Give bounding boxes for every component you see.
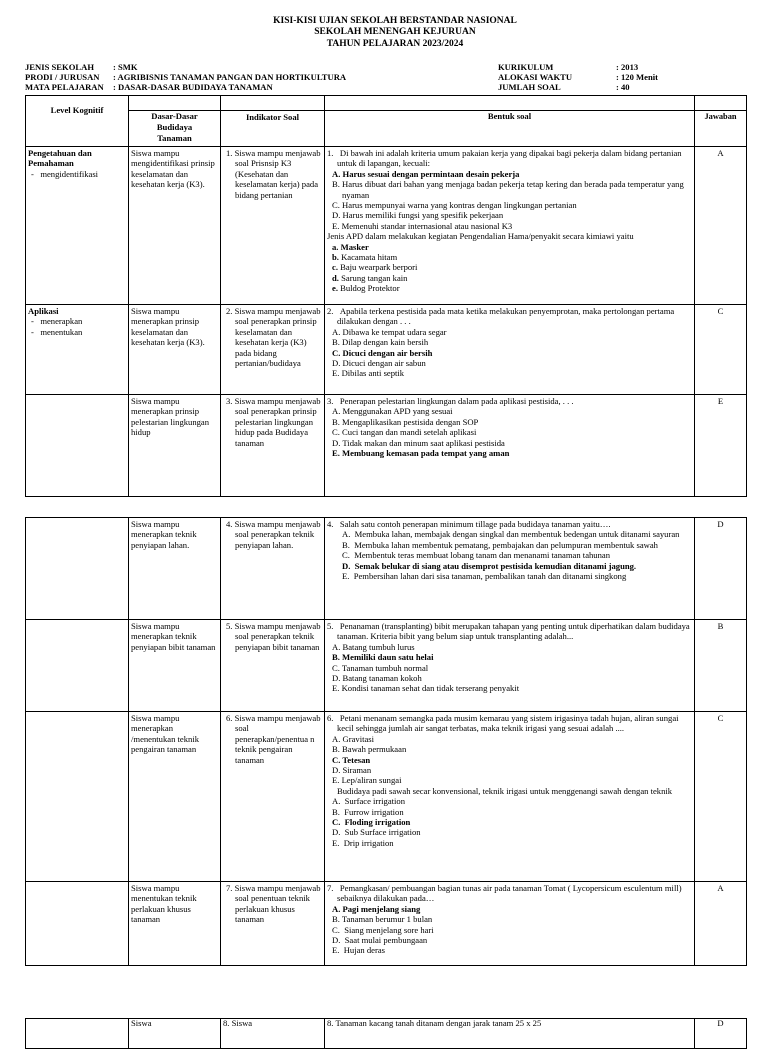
option: B. Membuka lahan membentuk pematang, pembajakan dan pelumpuran membentuk sawah — [342, 539, 658, 550]
option: B. Furrow irrigation — [332, 806, 404, 817]
option: A. Pagi menjelang siang — [332, 903, 421, 914]
option: E. Lep/aliran sungai — [332, 775, 402, 786]
option: E. Dibilas anti septik — [332, 368, 405, 379]
question-cell — [325, 305, 695, 395]
question-cell — [325, 147, 695, 305]
indikator-cell: 1. Siswa mampu menjawab soal Prisnsip K3 (Kesehatan dan keselamatan kerja) pada bidang pertanian — [221, 147, 325, 305]
info-value-prodi: : AGRIBISNIS TANAMAN PANGAN DAN HORTIKULTURA — [113, 72, 347, 82]
table-row — [26, 518, 747, 620]
option: C. Cuci tangan dan mandi setelah aplikasi — [332, 427, 477, 438]
option: C. Membentuk teras membuat lobang tanam dan menanami tanaman tahunan — [342, 550, 611, 561]
indikator-cell: 8. Siswa — [221, 1019, 325, 1049]
option: D. Semak belukar di siang atau disemprot pestisida kemudian ditanami jagung. — [342, 560, 637, 571]
option: B. Bawah permukaan — [332, 744, 407, 755]
dasar-cell: Siswa mampu menerapkan prinsip keselamatan dan kesehatan kerja (K3). — [129, 305, 221, 395]
option: d. Sarung tangan kain — [332, 272, 408, 283]
kisi-table-1 — [25, 95, 747, 497]
info-label-jenis-sekolah: JENIS SEKOLAH — [25, 62, 95, 72]
indikator-cell: 7. Siswa mampu menjawab soal penentuan teknik perlakuan khusus tanaman — [221, 882, 325, 966]
level-cell — [26, 518, 129, 620]
level-item: - mengidentifikasi — [31, 168, 99, 179]
option: A. Gravitasi — [332, 733, 375, 744]
option: D. Saat mulai pembungaan — [332, 935, 428, 946]
answer-cell: C — [695, 305, 747, 395]
indikator-cell: 4. Siswa mampu menjawab soal penerapkan teknik penyiapan lahan. — [221, 518, 325, 620]
question-cell — [325, 620, 695, 712]
dasar-cell: Siswa mampu menerapkan prinsip pelestarian lingkungan hidup — [129, 395, 221, 497]
option: A. Surface irrigation — [332, 796, 406, 807]
option: D. Dicuci dengan air sabun — [332, 358, 426, 369]
question-text: 2. Apabila terkena pestisida pada mata ketika melakukan penyemprotan, maka pertolongan pertama dilakukan dengan . . . — [327, 306, 675, 327]
level-cell — [26, 712, 129, 882]
option: B. Dilap dengan kain bersih — [332, 337, 429, 348]
dasar-cell: Siswa mampu menerapkan teknik penyiapan lahan. — [129, 518, 221, 620]
option: B. Mengaplikasikan pestisida dengan SOP — [332, 416, 479, 427]
option: E. Memenuhi standar internasional atau nasional K3 — [332, 220, 513, 231]
level-title: Aplikasi — [28, 306, 59, 316]
option: A. Menggunakan APD yang sesuai — [332, 406, 453, 417]
table-row — [26, 1019, 747, 1049]
info-value-alokasi-waktu: : 120 Menit — [616, 72, 659, 82]
option: c. Baju wearpark berpori — [332, 262, 418, 273]
question-cell: 8. Tanaman kacang tanah ditanam dengan jarak tanam 25 x 25 — [325, 1019, 695, 1049]
answer-cell: C — [695, 712, 747, 882]
info-label-prodi: PRODI / JURUSAN — [25, 72, 100, 82]
option: C. Floding irrigation — [332, 817, 411, 828]
question-text: 1. Di bawah ini adalah kriteria umum pakaian kerja yang dipakai bagi pekerja dalam bidang pertanian untuk di lapangan, kecuali: — [327, 148, 682, 169]
option: B. Memiliki daun satu helai — [332, 652, 434, 663]
dasar-cell: Siswa mampu menerapkan teknik penyiapan bibit tanaman — [129, 620, 221, 712]
question-text: 3. Penerapan pelestarian lingkungan dalam pada aplikasi pestisida, . . . — [327, 396, 574, 406]
option: B. Tanaman berumur 1 bulan — [332, 914, 433, 925]
info-label-jumlah-soal: JUMLAH SOAL — [498, 82, 561, 92]
table-row — [26, 712, 747, 882]
option: C. Dicuci dengan air bersih — [332, 347, 433, 358]
option: b. Kacamata hitam — [332, 252, 398, 263]
dasar-cell: Siswa — [129, 1019, 221, 1049]
level-item: - menentukan — [31, 326, 83, 337]
option: A. Batang tumbuh lurus — [332, 641, 415, 652]
document-title: KISI-KISI UJIAN SEKOLAH BERSTANDAR NASIONAL — [273, 16, 517, 26]
header-indikator: Indikator Soal — [221, 111, 325, 147]
table-row — [26, 620, 747, 712]
option: E. Hujan deras — [332, 945, 385, 956]
option: E. Drip irrigation — [332, 837, 394, 848]
question-text: 4. Salah satu contoh penerapan minimum tillage pada budidaya tanaman yaitu…. — [327, 519, 611, 529]
dasar-cell: Siswa mampu menentukan teknik perlakuan khusus tanaman — [129, 882, 221, 966]
dasar-cell: Siswa mampu mengidentifikasi prinsip keselamatan dan kesehatan kerja (K3). — [129, 147, 221, 305]
option: B. Harus dibuat dari bahan yang menjaga badan pekerja tetap kering dan berada pada temperatur yang nyaman — [332, 179, 684, 200]
question-cell — [325, 882, 695, 966]
option: D. Siraman — [332, 765, 372, 776]
header-level-kognitif: Level Kognitif — [26, 96, 129, 147]
document-subtitle: SEKOLAH MENENGAH KEJURUAN — [314, 27, 476, 37]
table-row — [26, 305, 747, 395]
option: A. Harus sesuai dengan permintaan desain pekerja — [332, 168, 520, 179]
indikator-cell: 3. Siswa mampu menjawab soal penerapkan prinsip pelestarian lingkungan hidup pada Budidaya tanaman — [221, 395, 325, 497]
option: C. Tanaman tumbuh normal — [332, 662, 429, 673]
option: A. Dibawa ke tempat udara segar — [332, 326, 447, 337]
answer-cell: A — [695, 147, 747, 305]
question-text: 6. Petani menanam semangka pada musim kemarau yang sistem irigasinya tadah hujan, aliran sungai kecil sehingga jumlah air sangat terbatas, maka teknik irigasi yang sesuai adalah .... — [327, 713, 679, 734]
option: E. Kondisi tanaman sehat dan tidak terserang penyakit — [332, 683, 520, 694]
level-cell — [26, 620, 129, 712]
question-text: 7. Pemangkasan/ pembuangan bagian tunas air pada tanaman Tomat ( Lycopersicum esculentum mill) sebaiknya dilakukan pada… — [327, 883, 682, 904]
option: C. Harus mempunyai warna yang kontras dengan lingkungan pertanian — [332, 200, 577, 211]
option: e. Buldog Protektor — [332, 283, 400, 294]
table-row — [26, 395, 747, 497]
question-text-2: Jenis APD dalam melakukan kegiatan Pengendalian Hama/penyakit secara kimiawi yaitu — [327, 231, 634, 242]
answer-cell: B — [695, 620, 747, 712]
info-value-kurikulum: : 2013 — [616, 62, 639, 72]
info-label-alokasi-waktu: ALOKASI WAKTU — [498, 72, 573, 82]
option: a. Masker — [332, 241, 369, 252]
level-item: - menerapkan — [31, 316, 83, 327]
option: A. Membuka lahan, membajak dengan singkal dan membentuk bedengan untuk ditanami sayuran — [342, 529, 680, 540]
kisi-table-2 — [25, 517, 747, 966]
question-text: 5. Penanaman (transplanting) bibit merupakan tahapan yang penting untuk diperhatikan dalam budidaya tanaman. Kriteria bibit yang belum siap untuk transplanting adalah... — [327, 621, 690, 642]
option: D. Tidak makan dan minum saat aplikasi pestisida — [332, 437, 505, 448]
header-bentuk: Bentuk soal — [325, 111, 695, 147]
level-cell — [26, 305, 129, 395]
info-value-jenis-sekolah: : SMK — [113, 62, 138, 72]
dasar-cell: Siswa mampu menerapkan /menentukan teknik pengairan tanaman — [129, 712, 221, 882]
info-value-mata-pelajaran: : DASAR-DASAR BUDIDAYA TANAMAN — [113, 82, 273, 92]
option: E. Membuang kemasan pada tempat yang aman — [332, 448, 510, 459]
document-year: TAHUN PELAJARAN 2023/2024 — [326, 39, 464, 49]
option: C. Tetesan — [332, 754, 371, 765]
indikator-cell: 6. Siswa mampu menjawab soal penerapkan/penentua n teknik pengairan tanaman — [221, 712, 325, 882]
indikator-cell: 2. Siswa mampu menjawab soal penerapkan prinsip keselamatan dan kesehatan kerja (K3) pada bidang pertanian/budidaya — [221, 305, 325, 395]
option: C. Siang menjelang sore hari — [332, 924, 434, 935]
option: D. Batang tanaman kokoh — [332, 673, 422, 684]
question-cell — [325, 518, 695, 620]
option: D. Harus memiliki fungsi yang spesifik pekerjaan — [332, 210, 504, 221]
level-title: Pengetahuan dan Pemahaman — [28, 148, 92, 169]
option: E. Pembersihan lahan dari sisa tanaman, pembalikan tanah dan ditanami singkong — [342, 571, 627, 582]
answer-cell: D — [695, 1019, 747, 1049]
level-cell — [26, 395, 129, 497]
question-cell — [325, 395, 695, 497]
kisi-table-3 — [25, 1018, 747, 1049]
info-label-kurikulum: KURIKULUM — [498, 62, 554, 72]
header-dasar: Dasar-Dasar Budidaya Tanaman — [129, 111, 221, 147]
answer-cell: E — [695, 395, 747, 497]
question-cell — [325, 712, 695, 882]
info-value-jumlah-soal: : 40 — [616, 82, 630, 92]
answer-cell: D — [695, 518, 747, 620]
header-jawaban: Jawaban — [695, 111, 747, 147]
level-cell — [26, 882, 129, 966]
info-label-mata-pelajaran: MATA PELAJARAN — [25, 82, 104, 92]
question-text-2: Budidaya padi sawah secar konvensional, teknik irigasi untuk menggenangi sawah dengan teknik — [337, 785, 673, 796]
option: D. Sub Surface irrigation — [332, 827, 421, 838]
answer-cell: A — [695, 882, 747, 966]
level-cell — [26, 1019, 129, 1049]
level-cell — [26, 147, 129, 305]
table-row — [26, 147, 747, 305]
table-row — [26, 882, 747, 966]
indikator-cell: 5. Siswa mampu menjawab soal penerapkan teknik penyiapan bibit tanaman — [221, 620, 325, 712]
